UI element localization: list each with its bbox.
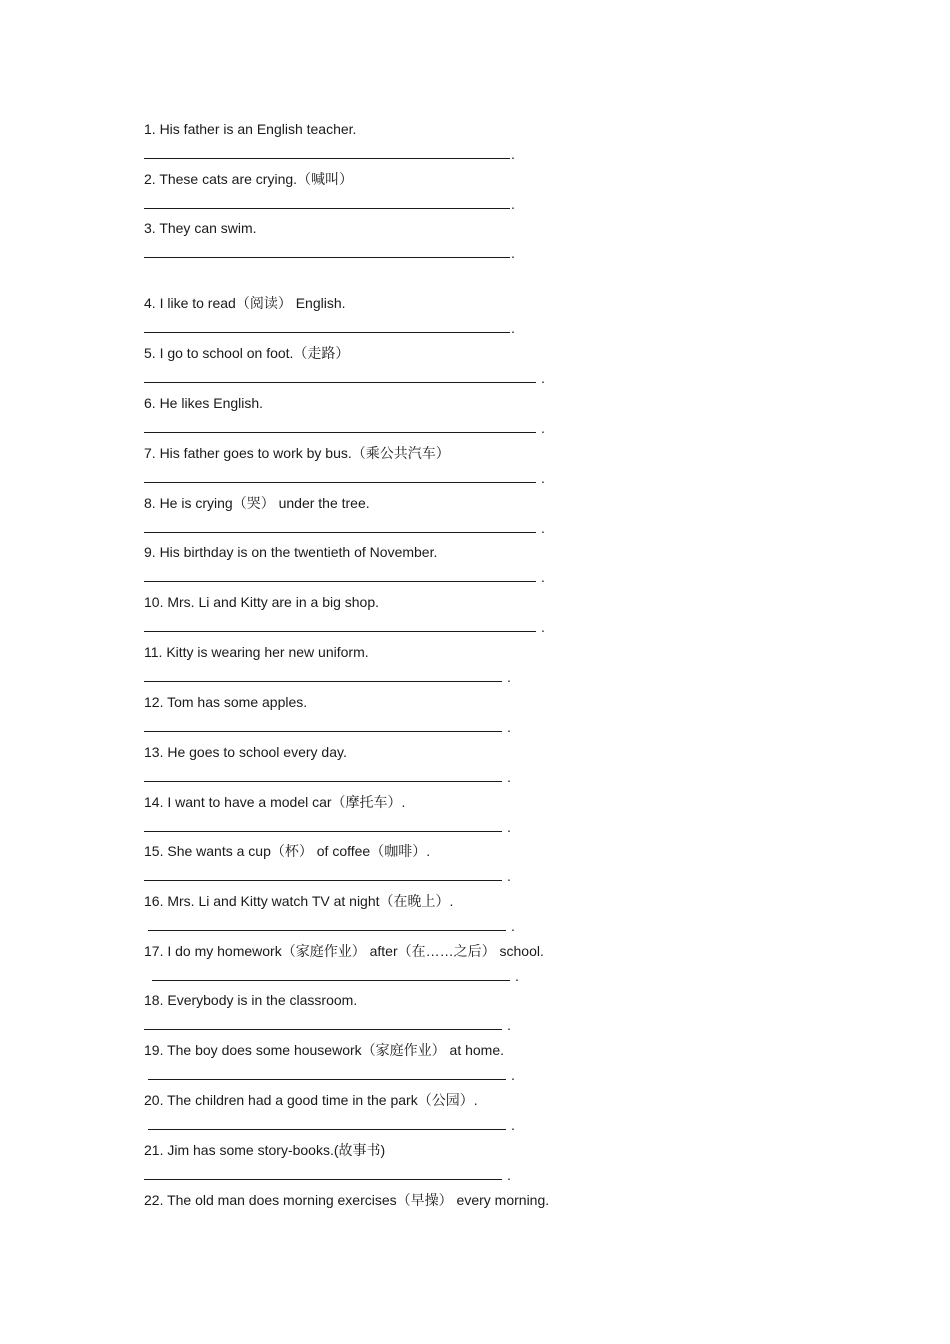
exercise-question: 13. He goes to school every day.	[144, 744, 347, 760]
exercise-question: 22. The old man does morning exercises（早操） every morning.	[144, 1192, 550, 1208]
answer-line[interactable]	[144, 616, 545, 637]
end-mark: .	[507, 769, 511, 785]
answer-blank[interactable]	[144, 1014, 502, 1030]
exercise-item	[0, 592, 950, 642]
answer-blank[interactable]	[144, 566, 536, 582]
answer-line[interactable]	[144, 467, 545, 488]
exercise-question: 17. I do my homework（家庭作业） after（在……之后） school.	[144, 943, 544, 959]
answer-line[interactable]	[144, 716, 511, 737]
answer-blank[interactable]	[144, 242, 510, 258]
answer-line[interactable]	[148, 1064, 515, 1085]
exercise-question: 12. Tom has some apples.	[144, 694, 308, 710]
answer-line[interactable]	[144, 517, 545, 538]
exercise-item	[0, 169, 950, 219]
exercise-question: 15. She wants a cup（杯） of coffee（咖啡）.	[144, 843, 431, 859]
answer-line[interactable]	[148, 915, 515, 936]
end-mark: .	[541, 520, 545, 536]
answer-blank[interactable]	[144, 517, 536, 533]
answer-blank[interactable]	[144, 193, 510, 209]
answer-line[interactable]	[144, 566, 545, 587]
answer-line[interactable]	[144, 242, 515, 263]
end-mark: .	[507, 719, 511, 735]
exercise-item	[0, 119, 950, 169]
answer-line[interactable]	[144, 865, 511, 886]
answer-blank[interactable]	[144, 616, 536, 632]
exercise-item	[0, 1190, 950, 1240]
exercise-item	[0, 493, 950, 543]
end-mark: .	[541, 569, 545, 585]
answer-line[interactable]	[144, 1164, 511, 1185]
exercise-item	[0, 542, 950, 592]
answer-line[interactable]	[144, 317, 515, 338]
exercise-question: 11. Kitty is wearing her new uniform.	[144, 644, 369, 660]
exercise-item	[0, 343, 950, 393]
exercise-question: 14. I want to have a model car（摩托车）.	[144, 794, 406, 810]
answer-line[interactable]	[144, 193, 515, 214]
exercise-question: 9. His birthday is on the twentieth of November.	[144, 544, 438, 560]
answer-blank[interactable]	[144, 467, 536, 483]
answer-blank[interactable]	[144, 367, 536, 383]
end-mark: .	[507, 868, 511, 884]
exercise-item	[0, 1090, 950, 1140]
answer-line[interactable]	[144, 417, 545, 438]
exercise-question: 10. Mrs. Li and Kitty are in a big shop.	[144, 594, 380, 610]
end-mark: .	[541, 619, 545, 635]
answer-line[interactable]	[144, 766, 511, 787]
answer-blank[interactable]	[144, 766, 502, 782]
answer-blank[interactable]	[152, 965, 510, 981]
answer-blank[interactable]	[144, 716, 502, 732]
end-mark: .	[507, 819, 511, 835]
exercise-question: 16. Mrs. Li and Kitty watch TV at night（在晚上）.	[144, 893, 454, 909]
end-mark: .	[507, 1017, 511, 1033]
end-mark: .	[541, 420, 545, 436]
end-mark: .	[515, 968, 519, 984]
answer-blank[interactable]	[144, 666, 502, 682]
answer-line[interactable]	[144, 666, 511, 687]
exercise-item	[0, 990, 950, 1040]
exercise-question: 21. Jim has some story-books.(故事书)	[144, 1142, 386, 1158]
answer-blank[interactable]	[144, 1164, 502, 1180]
answer-line[interactable]	[148, 1114, 515, 1135]
exercise-item	[0, 1040, 950, 1090]
exercise-question: 7. His father goes to work by bus.（乘公共汽车）	[144, 445, 450, 461]
end-mark: .	[511, 1067, 515, 1083]
exercise-item	[0, 642, 950, 692]
exercise-item	[0, 792, 950, 842]
answer-blank[interactable]	[144, 317, 510, 333]
end-mark: .	[541, 470, 545, 486]
exercise-item	[0, 218, 950, 268]
exercise-item	[0, 1140, 950, 1190]
answer-line[interactable]	[144, 367, 545, 388]
answer-blank[interactable]	[144, 865, 502, 881]
answer-blank[interactable]	[148, 1114, 506, 1130]
end-mark: .	[507, 669, 511, 685]
answer-line[interactable]	[152, 965, 519, 986]
answer-blank[interactable]	[148, 1064, 506, 1080]
exercise-item	[0, 941, 950, 991]
end-mark: .	[511, 196, 515, 212]
end-mark: .	[507, 1167, 511, 1183]
end-mark: .	[511, 245, 515, 261]
exercise-question: 4. I like to read（阅读） English.	[144, 295, 346, 311]
exercise-question: 20. The children had a good time in the park（公园）.	[144, 1092, 478, 1108]
exercise-item	[0, 393, 950, 443]
answer-blank[interactable]	[144, 143, 510, 159]
end-mark: .	[511, 146, 515, 162]
answer-line[interactable]	[144, 816, 511, 837]
end-mark: .	[511, 1117, 515, 1133]
answer-line[interactable]	[144, 1014, 511, 1035]
exercise-question: 19. The boy does some housework（家庭作业） at home.	[144, 1042, 505, 1058]
exercise-question: 8. He is crying（哭） under the tree.	[144, 495, 370, 511]
exercise-item	[0, 293, 950, 343]
end-mark: .	[511, 320, 515, 336]
exercise-question: 1. His father is an English teacher.	[144, 121, 357, 137]
exercise-question: 5. I go to school on foot.（走路）	[144, 345, 350, 361]
end-mark: .	[541, 370, 545, 386]
answer-blank[interactable]	[144, 417, 536, 433]
answer-blank[interactable]	[148, 915, 506, 931]
answer-blank[interactable]	[144, 816, 502, 832]
end-mark: .	[511, 918, 515, 934]
exercise-item	[0, 742, 950, 792]
exercise-item	[0, 443, 950, 493]
exercise-question: 18. Everybody is in the classroom.	[144, 992, 358, 1008]
exercise-item	[0, 891, 950, 941]
exercise-question: 3. They can swim.	[144, 220, 257, 236]
exercise-item	[0, 692, 950, 742]
exercise-item	[0, 841, 950, 891]
exercise-question: 6. He likes English.	[144, 395, 264, 411]
exercise-question: 2. These cats are crying.（喊叫）	[144, 171, 354, 187]
answer-line[interactable]	[144, 143, 515, 164]
